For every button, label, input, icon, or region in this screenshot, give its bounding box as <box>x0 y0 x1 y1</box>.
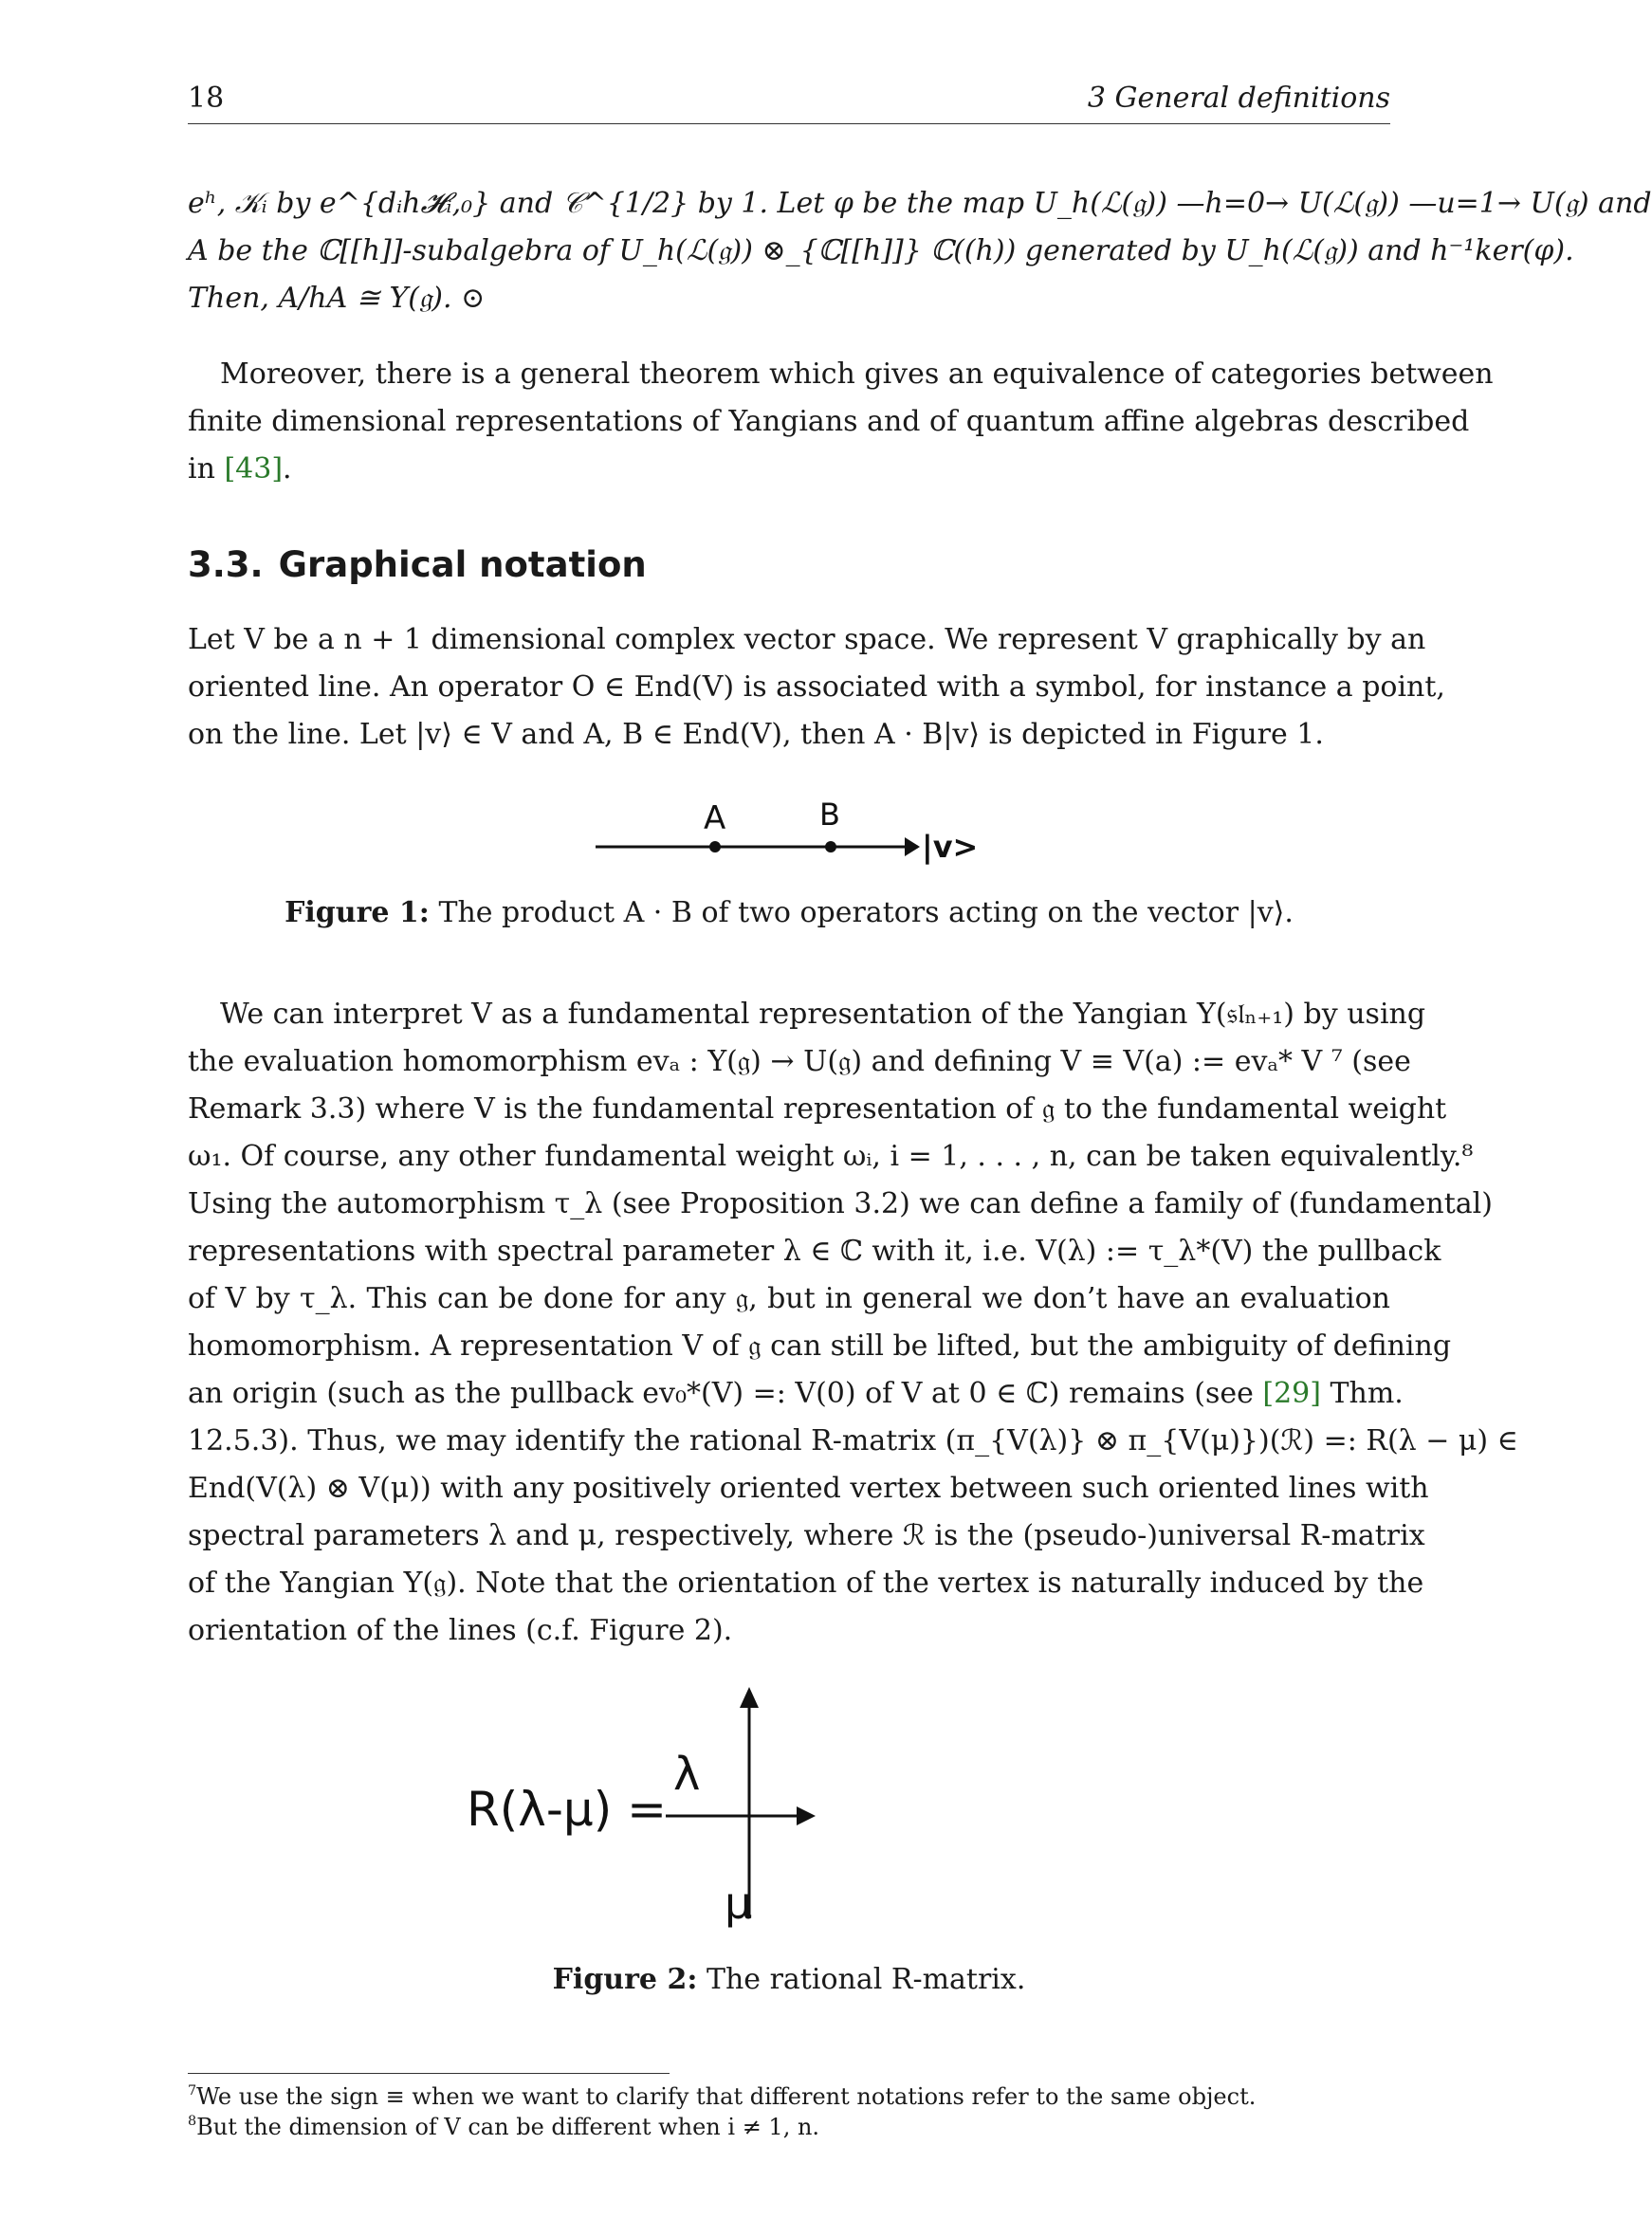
footnote-mark: 7 <box>188 2082 197 2099</box>
text-line: We can interpret V as a fundamental representation of the Yangian Y(𝔰𝔩ₙ₊₁) by using <box>220 998 1426 1031</box>
text-line: End(V(λ) ⊗ V(μ)) with any positively oriented vertex between such oriented lines with <box>188 1472 1429 1505</box>
text-line: Moreover, there is a general theorem which gives an equivalence of categories between <box>220 357 1494 391</box>
figure-1-caption <box>188 896 1390 929</box>
caption-text: The rational R-matrix. <box>706 1963 1026 1996</box>
text-line: representations with spectral parameter λ ∈ ℂ with it, i.e. V(λ) := τ_λ*(V) the pullback <box>188 1235 1441 1268</box>
caption-label: Figure 1: <box>285 896 430 929</box>
arrow-head-icon <box>905 837 920 856</box>
page-number: 18 <box>188 82 225 115</box>
paragraph-graphical <box>188 616 1445 759</box>
up-arrow-icon <box>740 1687 759 1708</box>
footnote-text: We use the sign ≡ when we want to clarify that different notations refer to the same object. <box>196 2083 1257 2110</box>
section-number: 3.3. <box>188 544 264 585</box>
text-line: oriented line. An operator O ∈ End(V) is associated with a symbol, for instance a point, <box>188 670 1445 704</box>
operator-point-b <box>825 841 836 852</box>
text-line: orientation of the lines (c.f. Figure 2). <box>188 1614 733 1647</box>
text-line: in [43]. <box>188 452 292 486</box>
text-line: of V by τ_λ. This can be done for any 𝔤, but in general we don’t have an evaluation <box>188 1282 1390 1315</box>
figure-2-caption <box>188 1963 1390 1996</box>
caption-text: The product A · B of two operators acting on the vector |v⟩. <box>438 896 1294 929</box>
text-line: Then, A/hA ≅ Y(𝔤). ⊙ <box>188 282 486 315</box>
text-line: an origin (such as the pullback ev₀*(V) =: V(0) of V at 0 ∈ ℂ) remains (see [29] Thm. <box>188 1377 1404 1410</box>
text-line: ω₁. Of course, any other fundamental weight ωᵢ, i = 1, . . . , n, can be taken equivalently.⁸ <box>188 1140 1474 1173</box>
text-line: A be the ℂ[[h]]-subalgebra of U_h(ℒ(𝔤)) ⊗_{ℂ[[h]]} ℂ((h)) generated by U_h(ℒ(𝔤)) and h⁻¹ker(φ). <box>188 234 1574 267</box>
text-line: Using the automorphism τ_λ (see Proposition 3.2) we can define a family of (fundamental) <box>188 1187 1493 1220</box>
operator-point-a <box>709 841 721 852</box>
text-line: of the Yangian Y(𝔤). Note that the orientation of the vertex is naturally induced by the <box>188 1567 1424 1600</box>
label-b: B <box>819 797 840 833</box>
paragraph-interpret <box>188 991 1518 1655</box>
proposition-end <box>188 180 1652 322</box>
running-header <box>188 82 1390 124</box>
footnote-text: But the dimension of V can be different when i ≠ 1, n. <box>196 2114 820 2140</box>
text-line: 12.5.3). Thus, we may identify the rational R-matrix (π_{V(λ)} ⊗ π_{V(μ)})(ℛ) =: R(λ − μ) ∈ <box>188 1424 1518 1457</box>
spectral-label-lambda: λ <box>673 1748 701 1801</box>
label-a: A <box>704 799 726 837</box>
text-line: on the line. Let |v⟩ ∈ V and A, B ∈ End(V), then A · B|v⟩ is depicted in Figure 1. <box>188 718 1324 751</box>
footnote-8 <box>188 2113 819 2141</box>
text-line: Remark 3.3) where V is the fundamental representation of 𝔤 to the fundamental weight <box>188 1092 1447 1126</box>
chapter-title: 3 General definitions <box>1087 82 1390 115</box>
paragraph-moreover <box>188 351 1494 493</box>
citation-link[interactable]: [43] <box>224 452 284 486</box>
footnote-mark: 8 <box>188 2113 197 2129</box>
footnote-rule <box>188 2073 670 2074</box>
text-line: Let V be a n + 1 dimensional complex vector space. We represent V graphically by an <box>188 623 1426 656</box>
text-line: homomorphism. A representation V of 𝔤 can still be lifted, but the ambiguity of defining <box>188 1329 1452 1363</box>
section-heading <box>188 544 647 585</box>
r-matrix-lhs: R(λ-μ) = <box>467 1782 667 1837</box>
footnote-7 <box>188 2082 1256 2111</box>
section-title: Graphical notation <box>278 544 647 585</box>
right-arrow-icon <box>797 1806 816 1825</box>
text-line: finite dimensional representations of Yangians and of quantum affine algebras described <box>188 405 1470 438</box>
text-line: the evaluation homomorphism evₐ : Y(𝔤) → U(𝔤) and defining V ≡ V(a) := evₐ* V ⁷ (see <box>188 1045 1411 1078</box>
figure-2-diagram <box>463 1674 975 1930</box>
spectral-label-mu: μ <box>725 1878 753 1929</box>
text-line: eʰ, 𝒦ᵢ by e^{dᵢh𝓗ᵢ,₀} and 𝒞^{1/2} by 1. Let φ be the map U_h(ℒ(𝔤)) —h=0→ U(ℒ(𝔤)) —u=1→ U(𝔤) and <box>188 187 1652 220</box>
label-vector-v: |v> <box>922 829 979 865</box>
text-line: spectral parameters λ and μ, respectively, where ℛ is the (pseudo-)universal R-matrix <box>188 1519 1425 1552</box>
citation-link[interactable]: [29] <box>1262 1377 1321 1410</box>
figure-1-diagram <box>586 787 1003 872</box>
caption-label: Figure 2: <box>552 1963 698 1996</box>
